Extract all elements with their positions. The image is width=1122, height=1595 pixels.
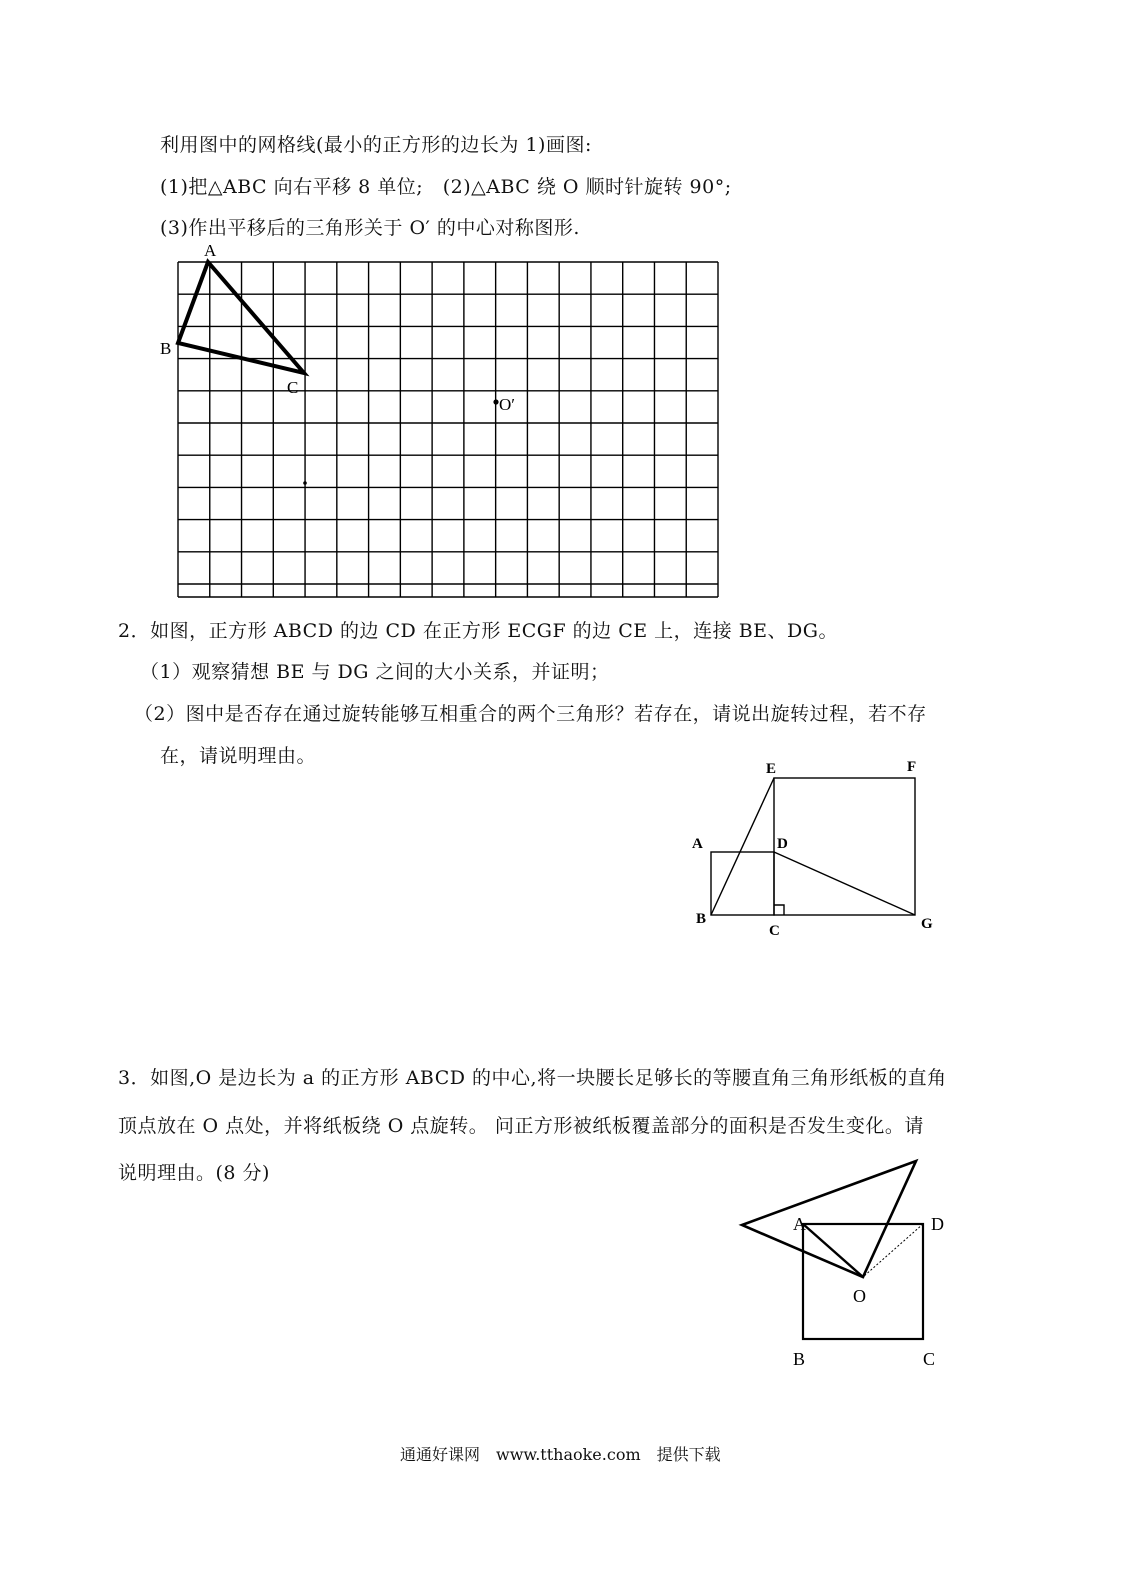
right-angle-mark <box>774 905 784 915</box>
label-o: O <box>853 1286 866 1306</box>
q2-stem: 2．如图，正方形 ABCD 的边 CD 在正方形 ECGF 的边 CE 上，连接 BE、DG。 <box>118 620 838 642</box>
q2-part2a: （2）图中是否存在通过旋转能够互相重合的两个三角形？若存在，请说出旋转过程，若不存 <box>134 703 927 725</box>
triangle-board <box>742 1161 916 1277</box>
grid <box>178 262 718 597</box>
q1-grid-figure <box>150 235 730 605</box>
segment-dg <box>774 852 915 915</box>
label-a: A <box>204 241 217 260</box>
segment-do <box>863 1224 923 1277</box>
q3-line2: 顶点放在 O 点处，并将纸板绕 O 点旋转。 问正方形被纸板覆盖部分的面积是否发生变化。请 <box>118 1115 924 1137</box>
q2-part1: （1）观察猜想 BE 与 DG 之间的大小关系，并证明； <box>140 661 610 683</box>
q1-line1: (1)把△ABC 向右平移 8 单位; (2)△ABC 绕 O 顺时针旋转 90°; <box>160 176 732 198</box>
q2-figure <box>685 752 945 942</box>
label-e: E <box>766 761 777 777</box>
q3-line3: 说明理由。(8 分) <box>118 1162 270 1184</box>
label-d: D <box>777 836 788 852</box>
q1-intro: 利用图中的网格线(最小的正方形的边长为 1)画图: <box>160 134 592 156</box>
label-o-prime: O′ <box>499 395 515 414</box>
label-d: D <box>931 1214 944 1234</box>
segment-ao <box>803 1224 863 1277</box>
point-o <box>303 481 307 485</box>
label-b: B <box>696 911 707 927</box>
label-f: F <box>907 759 917 775</box>
label-c: C <box>287 378 299 397</box>
q3-figure <box>735 1155 960 1375</box>
q2-part2b: 在，请说明理由。 <box>160 745 317 767</box>
label-g: G <box>921 916 933 932</box>
label-c: C <box>923 1349 936 1369</box>
square-abcd <box>711 852 774 915</box>
segment-be <box>711 778 774 915</box>
label-b: B <box>160 339 172 358</box>
square-ecgf <box>774 778 915 915</box>
point-o-prime <box>493 399 498 404</box>
label-b: B <box>793 1349 806 1369</box>
label-c: C <box>769 923 780 939</box>
footer-watermark: 通通好课网 www.tthaoke.com 提供下载 <box>400 1445 721 1464</box>
label-a: A <box>793 1214 806 1234</box>
q3-line1: 3．如图,O 是边长为 a 的正方形 ABCD 的中心,将一块腰长足够长的等腰直角三角形纸板的直角 <box>118 1067 947 1089</box>
label-a: A <box>692 836 703 852</box>
q1-line2: (3)作出平移后的三角形关于 O′ 的中心对称图形. <box>160 217 580 239</box>
